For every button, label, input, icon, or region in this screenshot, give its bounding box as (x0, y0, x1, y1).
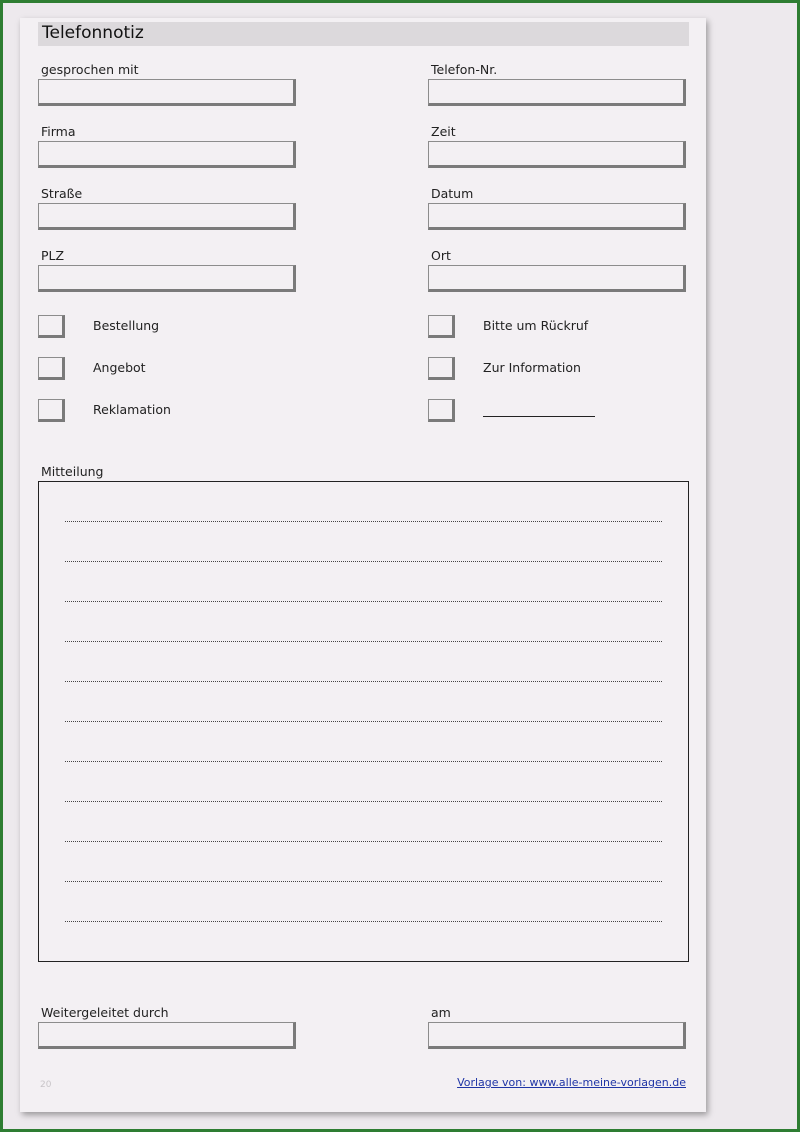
label-strasse: Straße (41, 186, 83, 201)
message-box[interactable] (38, 481, 689, 962)
rueckruf-checkbox[interactable] (428, 315, 455, 338)
label-firma: Firma (41, 124, 76, 139)
am-field[interactable] (428, 1022, 686, 1049)
information-label: Zur Information (483, 360, 581, 375)
message-line (65, 681, 662, 682)
title-bar (38, 22, 689, 46)
label-ort: Ort (431, 248, 451, 263)
strasse-field[interactable] (38, 203, 296, 230)
label-mitteilung: Mitteilung (41, 464, 104, 479)
reklamation-label: Reklamation (93, 402, 171, 417)
other-option-line[interactable] (483, 416, 595, 417)
message-line (65, 841, 662, 842)
ort-field[interactable] (428, 265, 686, 292)
firma-field[interactable] (38, 141, 296, 168)
message-line (65, 641, 662, 642)
telefon-nr-field[interactable] (428, 79, 686, 106)
label-telefon-nr: Telefon-Nr. (431, 62, 498, 77)
label-plz: PLZ (41, 248, 65, 263)
message-line (65, 801, 662, 802)
message-line (65, 761, 662, 762)
reklamation-checkbox[interactable] (38, 399, 65, 422)
information-checkbox[interactable] (428, 357, 455, 380)
bestellung-checkbox[interactable] (38, 315, 65, 338)
message-line (65, 601, 662, 602)
message-line (65, 561, 662, 562)
label-datum: Datum (431, 186, 474, 201)
message-line (65, 921, 662, 922)
weitergeleitet-field[interactable] (38, 1022, 296, 1049)
plz-field[interactable] (38, 265, 296, 292)
page-number: 20 (40, 1080, 52, 1090)
label-weitergeleitet: Weitergeleitet durch (41, 1005, 169, 1020)
gesprochen-mit-field[interactable] (38, 79, 296, 106)
rueckruf-label: Bitte um Rückruf (483, 318, 589, 333)
label-am: am (431, 1005, 451, 1020)
page-title: Telefonnotiz (42, 23, 144, 43)
angebot-label: Angebot (93, 360, 146, 375)
message-line (65, 881, 662, 882)
other-checkbox[interactable] (428, 399, 455, 422)
angebot-checkbox[interactable] (38, 357, 65, 380)
bestellung-label: Bestellung (93, 318, 160, 333)
message-line (65, 521, 662, 522)
zeit-field[interactable] (428, 141, 686, 168)
credit-link[interactable]: Vorlage von: www.alle-meine-vorlagen.de (457, 1076, 686, 1089)
datum-field[interactable] (428, 203, 686, 230)
label-zeit: Zeit (431, 124, 456, 139)
label-gesprochen-mit: gesprochen mit (41, 62, 139, 77)
message-line (65, 721, 662, 722)
document-page (20, 18, 706, 1112)
